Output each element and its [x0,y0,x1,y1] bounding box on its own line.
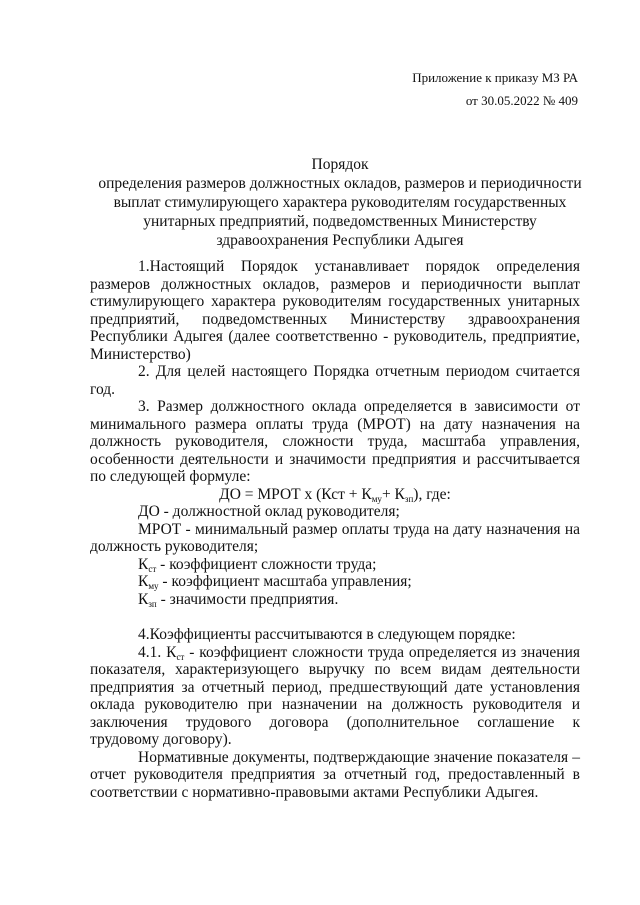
clause-start: 4.1. К [138,643,177,661]
coef-letter: К [138,555,149,573]
paragraph-3: 3. Размер должностного оклада определяется в зависимости от минимального размера оплаты труда (МРОТ) на дату назначения на должность руководителя, сложности труда, масштаба управления, особенности деятельности и значимости предприятия и рассчитывается по следующей формуле: [90,398,580,485]
document-title [90,155,590,250]
appendix-line: Приложение к приказу МЗ РА [412,70,578,85]
coef-sub: ст [148,563,157,574]
title-line: унитарных предприятий, подведомственных Министерству [143,213,537,230]
appendix-header [412,66,578,112]
coef-text: - коэффициент масштаба управления; [158,573,412,590]
formula-sub-zp: зп [404,493,414,504]
coef-text: - коэффициент сложности труда; [156,555,377,573]
paragraph-4-1 [90,644,580,749]
paragraph-1: 1.Настоящий Порядок устанавливает порядок определения размеров должностных окладов, размеров и периодичности выплат стимулирующего характера руководителям государственных унитарных предприятий, подведомственных Министерству здравоохранения Республики Адыгея (далее соответственно - руководитель, предприятие, Министерство) [90,258,580,363]
definition-kmu [90,573,580,591]
clause-sub: ст [176,651,185,662]
coef-letter: К [138,590,149,608]
definition-kzp [90,591,580,609]
spacer [90,608,580,626]
definition-do: ДО - должностной оклад руководителя; [138,503,400,520]
definition-mrot: МРОТ - минимальный размер оплаты труда на дату назначения на должность руководителя; [90,520,580,555]
paragraph-2: 2. Для целей настоящего Порядка отчетным периодом считается год. [90,363,580,398]
title-line: Порядок [311,156,369,173]
document-body [90,258,580,801]
formula-start: ДО = МРОТ x (Кст + К [219,485,372,503]
coef-sub: зп [148,598,157,609]
definition-kst [90,556,580,574]
paragraph-5: Нормативные документы, подтверждающие значение показателя – отчет руководителя предприятия за отчетный год, предоставленный в соответствии с нормативно-правовыми актами Республики Адыгея. [90,748,580,801]
title-line: определения размеров должностных окладов, размеров и периодичности [98,175,582,192]
formula-mid: + К [381,485,405,503]
coef-sub: му [148,581,159,591]
salary-formula [90,486,580,504]
coef-text: - значимости предприятия. [156,590,339,608]
clause-text: - коэффициент сложности труда определяется из значения показателя, характеризующего выручку по всем видам деятельности предприятия за отчетный период, предшествующий дате установления оклада руководителю при назначении на должность руководителя и заключения трудового договора (дополнительное соглашение к трудовому договору). [90,643,581,748]
formula-end: ), где: [413,485,451,503]
formula-sub-mu: му [371,493,382,504]
title-line: выплат стимулирующего характера руководителям государственных [113,194,567,211]
order-date-line: от 30.05.2022 № 409 [465,93,578,108]
coef-letter: К [138,573,149,590]
paragraph-4: 4.Коэффициенты рассчитываются в следующем порядке: [138,626,516,643]
title-line: здравоохранения Республики Адыгея [216,232,464,249]
